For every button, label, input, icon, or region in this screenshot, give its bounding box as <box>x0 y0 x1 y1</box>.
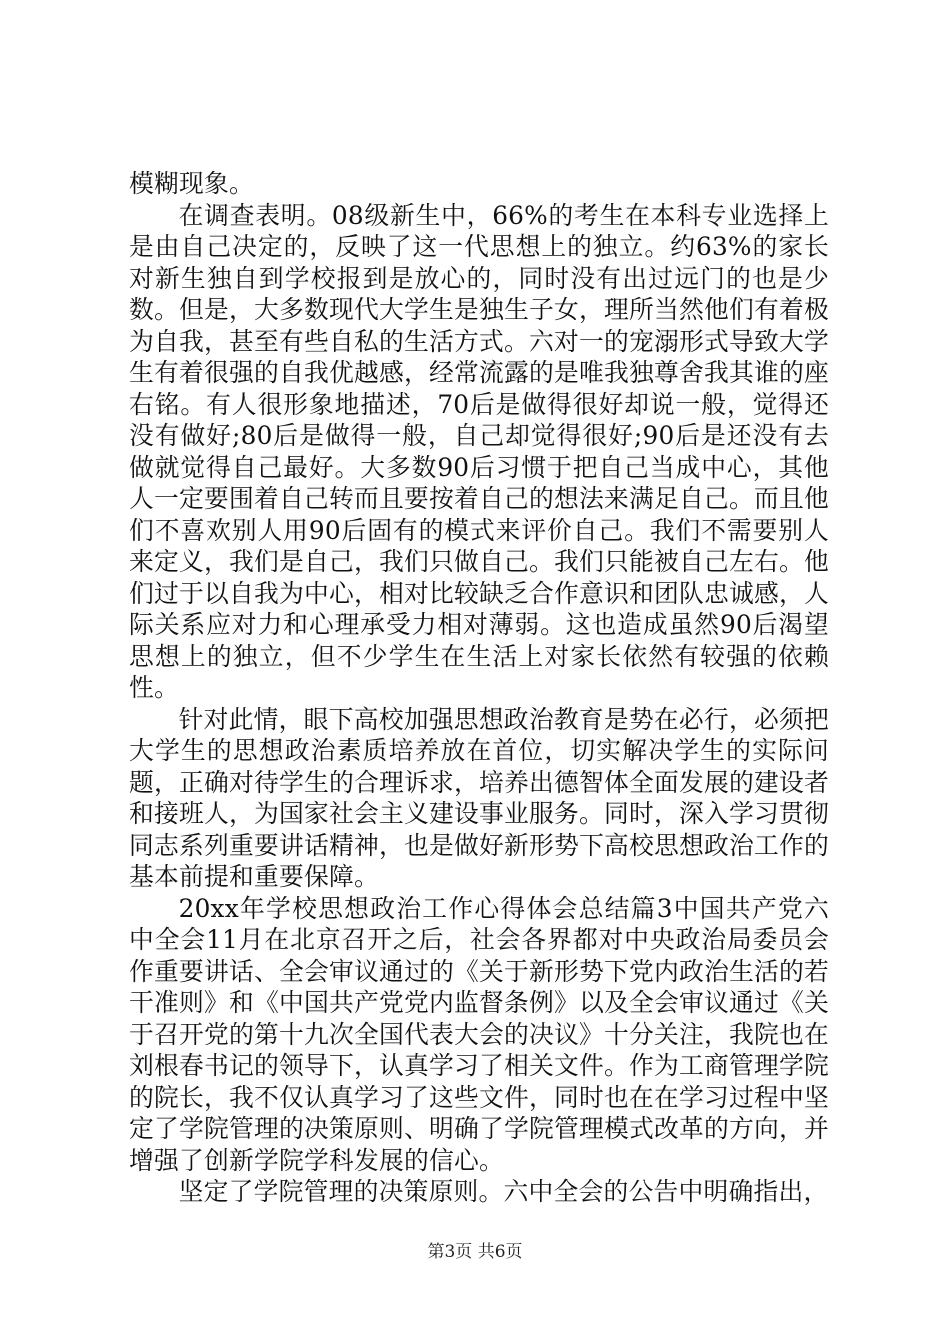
page-number-footer: 第3页 共6页 <box>427 1242 523 1262</box>
paragraph-survey-results: 在调查表明。08级新生中，66%的考生在本科专业选择上是由自己决定的，反映了这一代思想上的独立。约63%的家长对新生独自到学校报到是放心的，同时没有出过远门的也是少数。但是，大多数现代大学生是独生子女，理所当然他们有着极为自我，甚至有些自私的生活方式。六对一的宠溺形式导致大学生有着很强的自我优越感，经常流露的是唯我独尊舍我其谁的座右铭。有人很形象地描述，70后是做得很好却说一般，觉得还没有做好;80后是做得一般，自己却觉得很好;90后是还没有去做就觉得自己最好。大多数90后习惯于把自己当成中心，其他人一定要围着自己转而且要按着自己的想法来满足自己。而且他们不喜欢别人用90后固有的模式来评价自己。我们不需要别人来定义，我们是自己，我们只做自己。我们只能被自己左右。他们过于以自我为中心，相对比较缺乏合作意识和团队忠诚感，人际关系应对力和心理承受力相对薄弱。这也造成虽然90后渴望思想上的独立，但不少学生在生活上对家长依然有较强的依赖性。 <box>129 200 829 702</box>
paragraph-continuation: 模糊现象。 <box>129 169 254 198</box>
paragraph-article-3: 20xx年学校思想政治工作心得体会总结篇3中国共产党六中全会11月在北京召开之后，社会各界都对中央政治局委员会作重要讲话、全会审议通过的《关于新形势下党内政治生活的若干准则》和《中国共产党党内监督条例》以及全会审议通过《关于召开党的第十九次全国代表大会的决议》十分关注，我院也在刘根春书记的领导下，认真学习了相关文件。作为工商管理学院的院长，我不仅认真学习了这些文件，同时也在在学习过程中坚定了学院管理的决策原则、明确了学院管理模式改革的方向，并增强了创新学院学科发展的信心。 <box>129 893 829 1175</box>
document-body <box>129 168 829 1208</box>
paragraph-education-response: 针对此情，眼下高校加强思想政治教育是势在必行，必须把大学生的思想政治素质培养放在首位，切实解决学生的实际问题，正确对待学生的合理诉求，培养出德智体全面发展的建设者和接班人，为国家社会主义建设事业服务。同时，深入学习贯彻同志系列重要讲话精神，也是做好新形势下高校思想政治工作的基本前提和重要保障。 <box>129 704 829 891</box>
paragraph-decision-principles: 坚定了学院管理的决策原则。六中全会的公告中明确指出， <box>178 1177 829 1206</box>
